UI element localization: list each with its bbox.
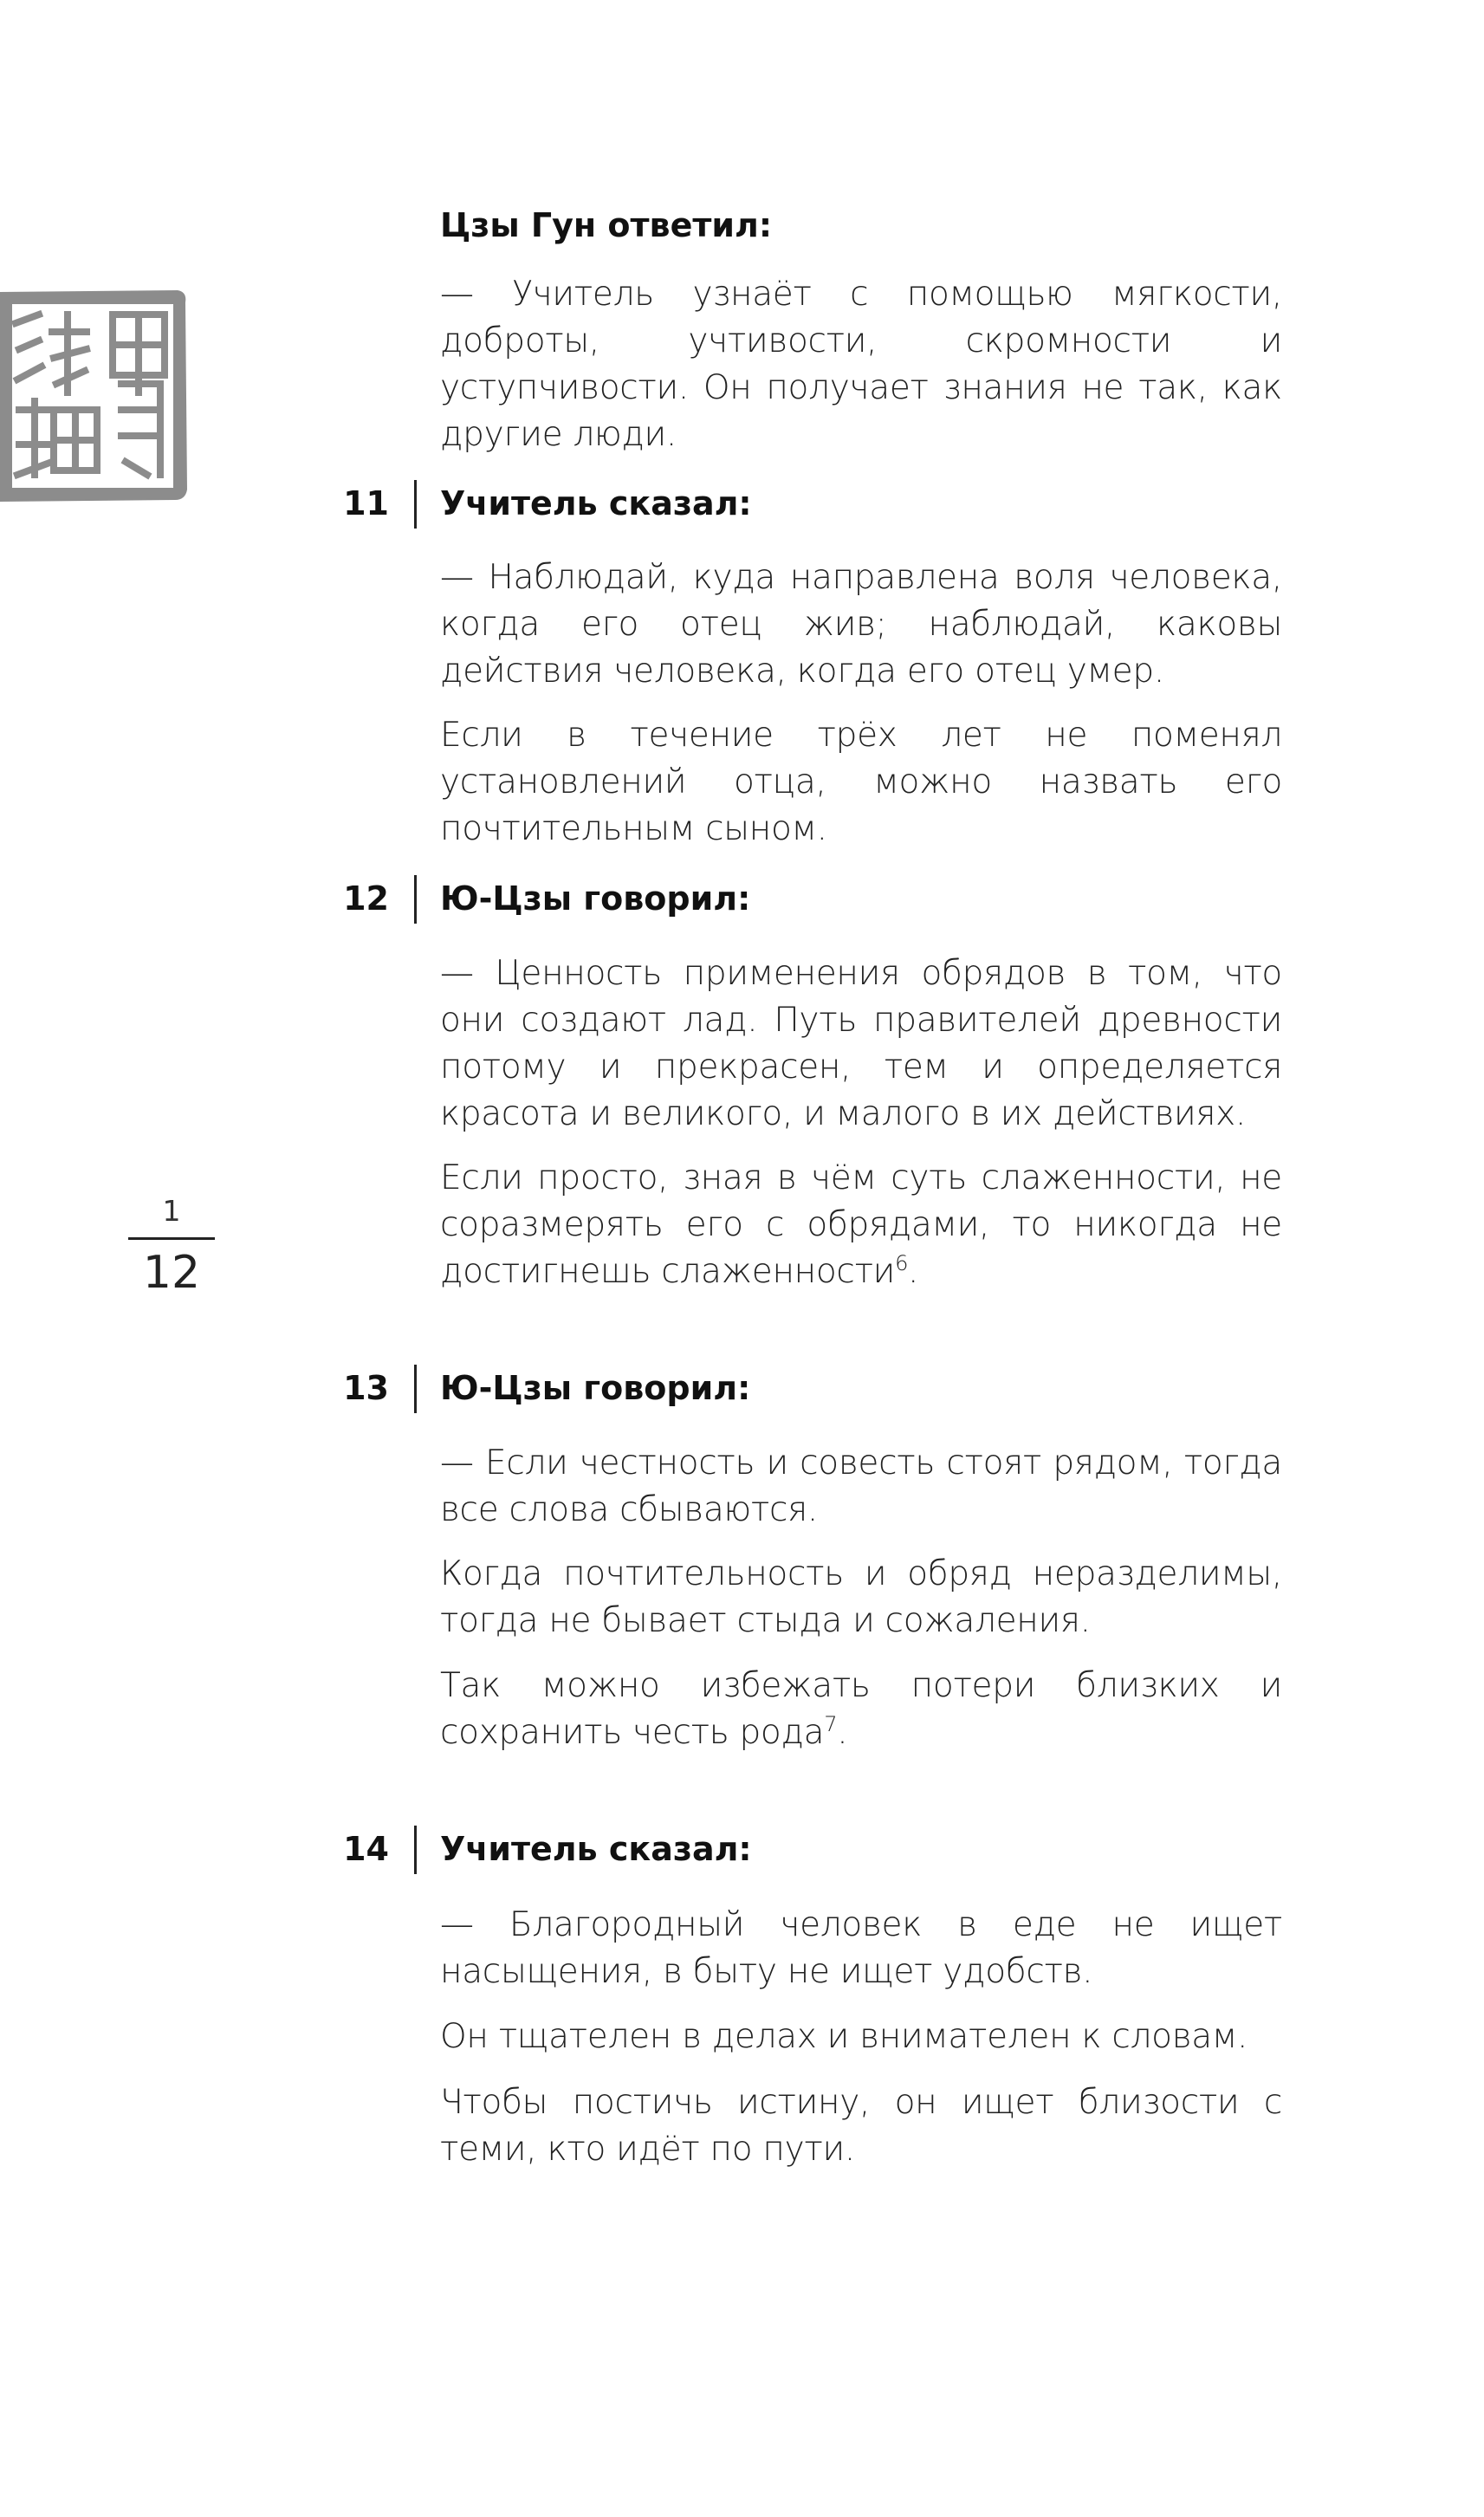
paragraph: Когда почтительность и обряд неразделимы, тогда не бывает стыда и сожаления.	[440, 1554, 1282, 1640]
section-number: 14	[343, 1830, 389, 1868]
footnote-marker[interactable]: 7	[824, 1712, 838, 1736]
footnote-marker[interactable]: 6	[895, 1251, 909, 1275]
section-divider	[414, 875, 417, 924]
chapter-page-marker	[128, 1194, 215, 1299]
paragraph: — Благородный человек в еде не ищет насыщения, в быту не ищет удобств.	[440, 1905, 1282, 1991]
paragraph: Так можно избежать потери близких и сохранить честь рода$^7$.	[440, 1666, 1282, 1752]
section-divider	[414, 480, 417, 529]
paragraph: Если просто, зная в чём суть слаженности, не соразмерять его с обрядами, то никогда не достигнешь слаженности$^6$.	[440, 1158, 1282, 1291]
section-number: 13	[343, 1369, 389, 1407]
paragraph: — Наблюдай, куда направлена воля человека, когда его отец жив; наблюдай, каковы действия человека, когда его отец умер.	[440, 558, 1282, 691]
intro-heading: Цзы Гун ответил:	[440, 206, 773, 244]
paragraph-text: Так можно избежать потери близких и сохранить честь рода	[440, 1666, 1282, 1752]
paragraph: — Ценность применения обрядов в том, что они создают лад. Путь правителей древности потому и прекрасен, тем и определяется красота и великого, и малого в их действиях.	[440, 954, 1282, 1133]
paragraph: Он тщателен в делах и внимателен к словам.	[440, 2017, 1248, 2056]
paragraph: — Если честность и совесть стоят рядом, тогда все слова сбываются.	[440, 1443, 1282, 1529]
seal-stamp-image	[0, 289, 189, 503]
section-number: 11	[343, 484, 389, 522]
chapter-number: 1	[162, 1194, 181, 1228]
section-heading: Учитель сказал:	[440, 1830, 752, 1868]
page-number: 12	[142, 1247, 201, 1299]
paragraph-text: Если просто, зная в чём суть слаженности, не соразмерять его с обрядами, то никогда не достигнешь слаженности	[440, 1158, 1282, 1291]
section-heading: Ю-Цзы говорил:	[440, 879, 751, 918]
paragraph: Чтобы постичь истину, он ищет близости с теми, кто идёт по пути.	[440, 2083, 1282, 2169]
section-heading: Учитель сказал:	[440, 484, 752, 522]
section-heading: Ю-Цзы говорил:	[440, 1369, 751, 1407]
paragraph: — Учитель узнаёт с помощью мягкости, доброты, учтивости, скромности и уступчивости. Он получает знания не так, как другие люди.	[440, 275, 1282, 454]
chapter-divider	[128, 1237, 215, 1240]
section-divider	[414, 1826, 417, 1874]
paragraph: Если в течение трёх лет не поменял установлений отца, можно назвать его почтительным сыном.	[440, 716, 1282, 848]
section-divider	[414, 1365, 417, 1413]
section-number: 12	[343, 879, 389, 918]
